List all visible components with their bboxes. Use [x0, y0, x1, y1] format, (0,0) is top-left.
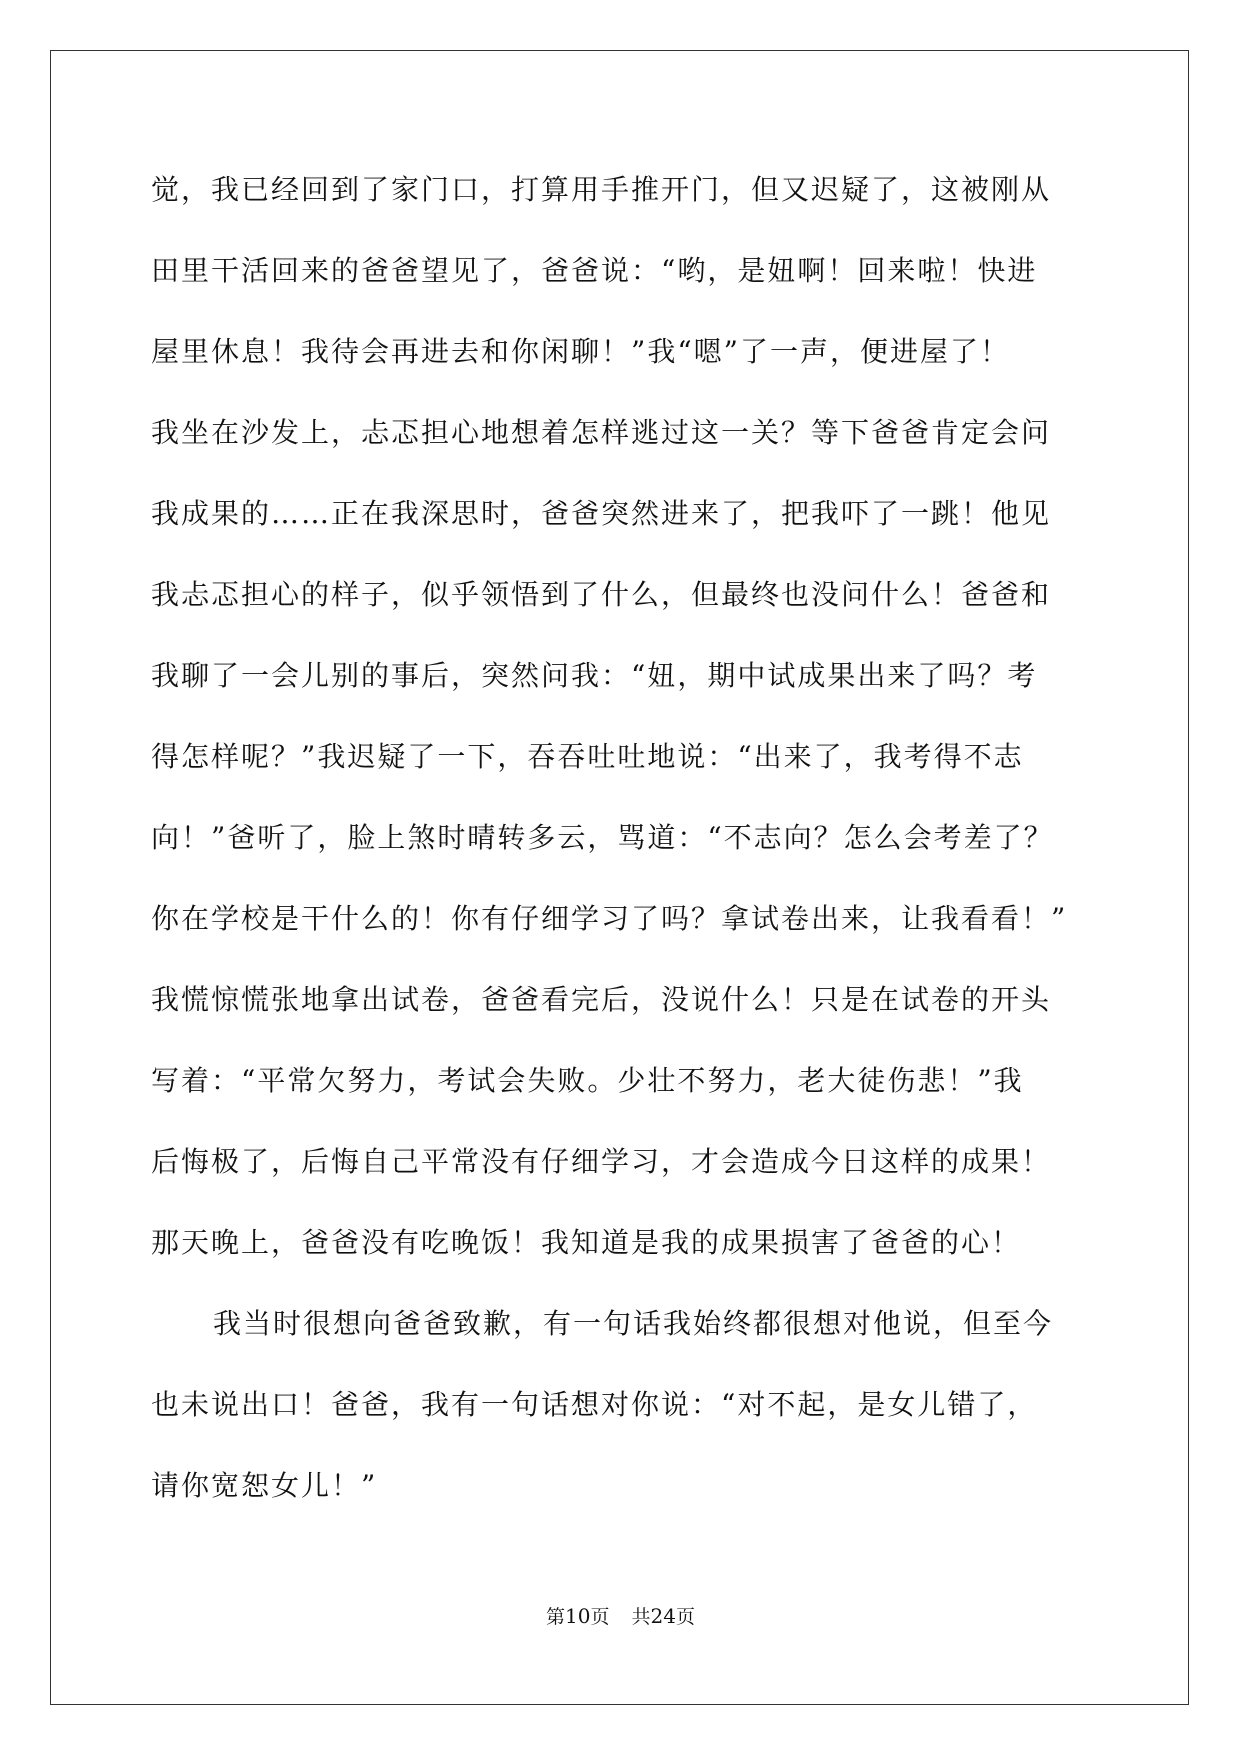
page-suffix: 页	[590, 1606, 610, 1628]
text-line: 我聊了一会儿别的事后，突然问我：“妞，期中试成果出来了吗？考	[151, 659, 1038, 692]
text-line: 屋里休息！我待会再进去和你闲聊！”我“嗯”了一声，便进屋了！	[151, 335, 1010, 368]
total-prefix: 共	[631, 1606, 651, 1628]
text-line: 我成果的……正在我深思时，爸爸突然进来了，把我吓了一跳！他见	[151, 497, 1052, 530]
page-footer	[0, 1604, 1241, 1629]
total-pages: 24	[650, 1604, 676, 1628]
total-suffix: 页	[675, 1606, 695, 1628]
text-line: 你在学校是干什么的！你有仔细学习了吗？拿试卷出来，让我看看！”	[151, 902, 1068, 935]
body-text	[151, 160, 1091, 1537]
page-prefix: 第	[546, 1606, 566, 1628]
text-line: 我坐在沙发上，忐忑担心地想着怎样逃过这一关？等下爸爸肯定会问	[151, 416, 1052, 449]
paragraph-start-line: 我当时很想向爸爸致歉，有一句话我始终都很想对他说，但至今	[213, 1307, 1054, 1340]
page-number: 10	[565, 1604, 591, 1628]
text-line: 得怎样呢？”我迟疑了一下，吞吞吐吐地说：“出来了，我考得不志	[151, 740, 1024, 773]
text-line: 也未说出口！爸爸，我有一句话想对你说：“对不起，是女儿错了，	[151, 1388, 1038, 1421]
text-line: 田里干活回来的爸爸望见了，爸爸说：“哟，是妞啊！回来啦！快进	[151, 254, 1038, 287]
text-line: 写着：“平常欠努力，考试会失败。少壮不努力，老大徒伤悲！”我	[151, 1064, 1024, 1097]
text-line: 我慌惊慌张地拿出试卷，爸爸看完后，没说什么！只是在试卷的开头	[151, 983, 1052, 1016]
text-line: 那天晚上，爸爸没有吃晚饭！我知道是我的成果损害了爸爸的心！	[151, 1226, 1022, 1259]
text-line: 向！”爸听了，脸上煞时晴转多云，骂道：“不志向？怎么会考差了？	[151, 821, 1054, 854]
text-line: 后悔极了，后悔自己平常没有仔细学习，才会造成今日这样的成果！	[151, 1145, 1052, 1178]
text-line: 觉，我已经回到了家门口，打算用手推开门，但又迟疑了，这被刚从	[151, 173, 1052, 206]
text-line: 请你宽恕女儿！”	[151, 1469, 378, 1502]
text-line: 我忐忑担心的样子，似乎领悟到了什么，但最终也没问什么！爸爸和	[151, 578, 1052, 611]
